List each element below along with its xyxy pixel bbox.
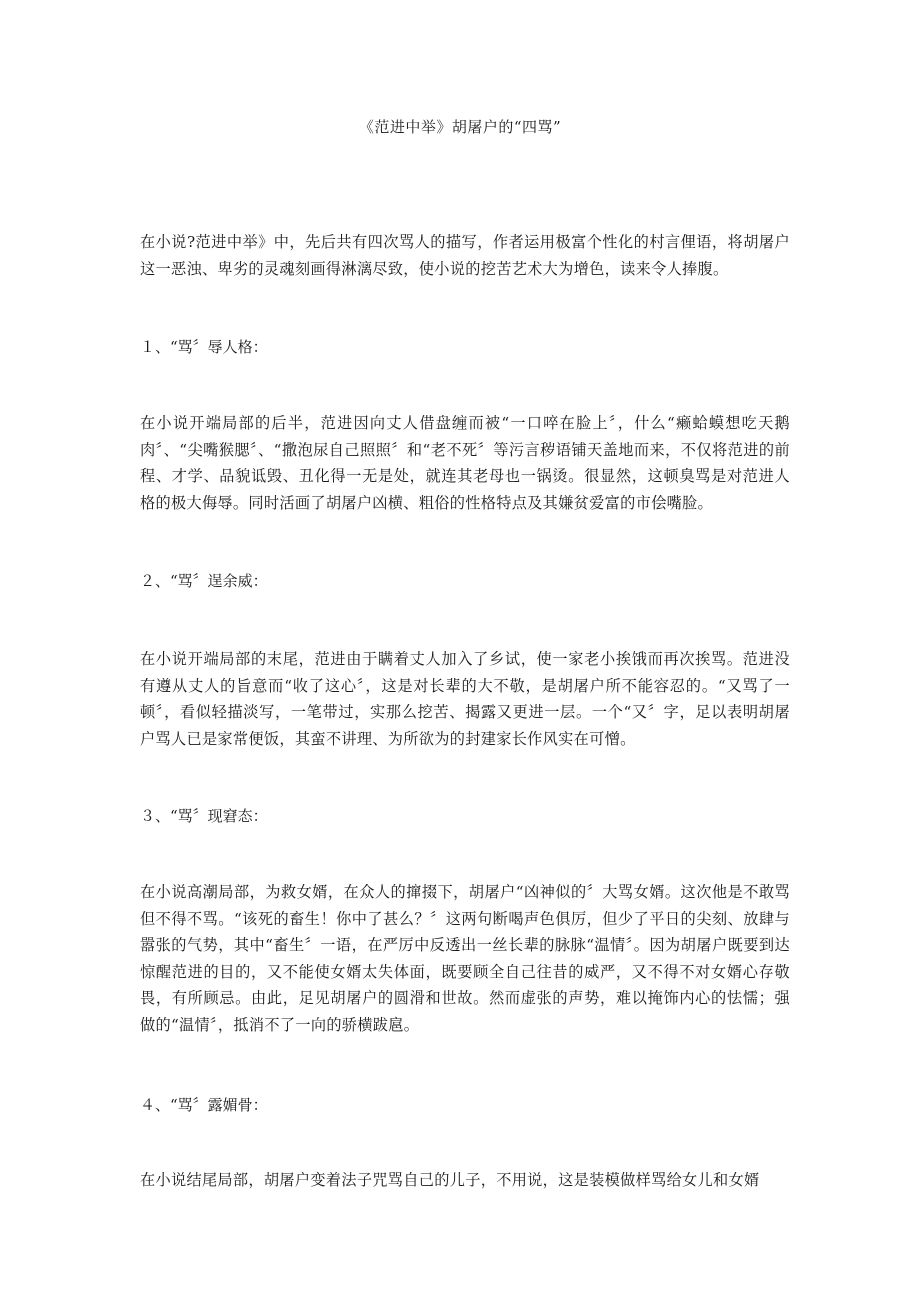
section-3-body: 在小说高潮局部，为救女婿，在众人的撺掇下，胡屠户“凶神似的〞大骂女婿。这次他是不敢骂但不得不骂。“该死的畜生！你中了甚么？〞这两句断喝声色俱厉，但少了平日的尖刻、放肆与嚣张的气势，其中“畜生〞一语，在严厉中反透出一丝长辈的脉脉“温情〞。因为胡屠户既要到达惊醒范进的目的，又不能使女婿太失体面，既要顾全自己往昔的威严，又不得不对女婿心存敬畏，有所顾忌。由此，足见胡屠户的圆滑和世故。然而虚张的声势，难以掩饰内心的怯懦；强做的“温情〞，抵消不了一向的骄横跋扈。 xyxy=(140,883,790,1034)
section-3-heading: ３、“骂〞现窘态： xyxy=(140,807,268,825)
section-1-body: 在小说开端局部的后半，范进因向丈人借盘缠而被“一口啐在脸上〞，什么“癞蛤蟆想吃天鹅肉〞、“尖嘴猴腮〞、“撒泡尿自己照照〞和“老不死〞等污言秽语铺天盖地而来，不仅将范进的前程、才学、品貌诋毁、丑化得一无是处，就连其老母也一锅烫。很显然，这顿臭骂是对范进人格的极大侮辱。同时活画了胡屠户凶横、粗俗的性格特点及其嫌贫爱富的市侩嘴脸。 xyxy=(140,414,790,512)
document-title: 《范进中举》胡屠户的“四骂” xyxy=(358,118,562,136)
section-1-heading: １、“骂〞辱人格： xyxy=(140,338,268,356)
section-4-body: 在小说结尾局部，胡屠户变着法子咒骂自己的儿子，不用说，这是装模做样骂给女儿和女婿 xyxy=(140,1171,760,1189)
intro-paragraph: 在小说?范进中举》中，先后共有四次骂人的描写，作者运用极富个性化的村言俚语，将胡屠户这一恶浊、卑劣的灵魂刻画得淋漓尽致，使小说的挖苦艺术大为增色，读来令人捧腹。 xyxy=(140,233,790,278)
section-4-heading: ４、“骂〞露媚骨： xyxy=(140,1096,268,1114)
section-2-heading: ２、“骂〞逞余威： xyxy=(140,572,268,590)
section-2-body: 在小说开端局部的末尾，范进由于瞒着丈人加入了乡试，使一家老小挨饿而再次挨骂。范进没有遵从丈人的旨意而“收了这心〞，这是对长辈的大不敬，是胡屠户所不能容忍的。“又骂了一顿〞，看似轻描淡写，一笔带过，实那么挖苦、揭露又更进一层。一个“又〞字，足以表明胡屠户骂人已是家常便饭，其蛮不讲理、为所欲为的封建家长作风实在可憎。 xyxy=(140,650,790,748)
